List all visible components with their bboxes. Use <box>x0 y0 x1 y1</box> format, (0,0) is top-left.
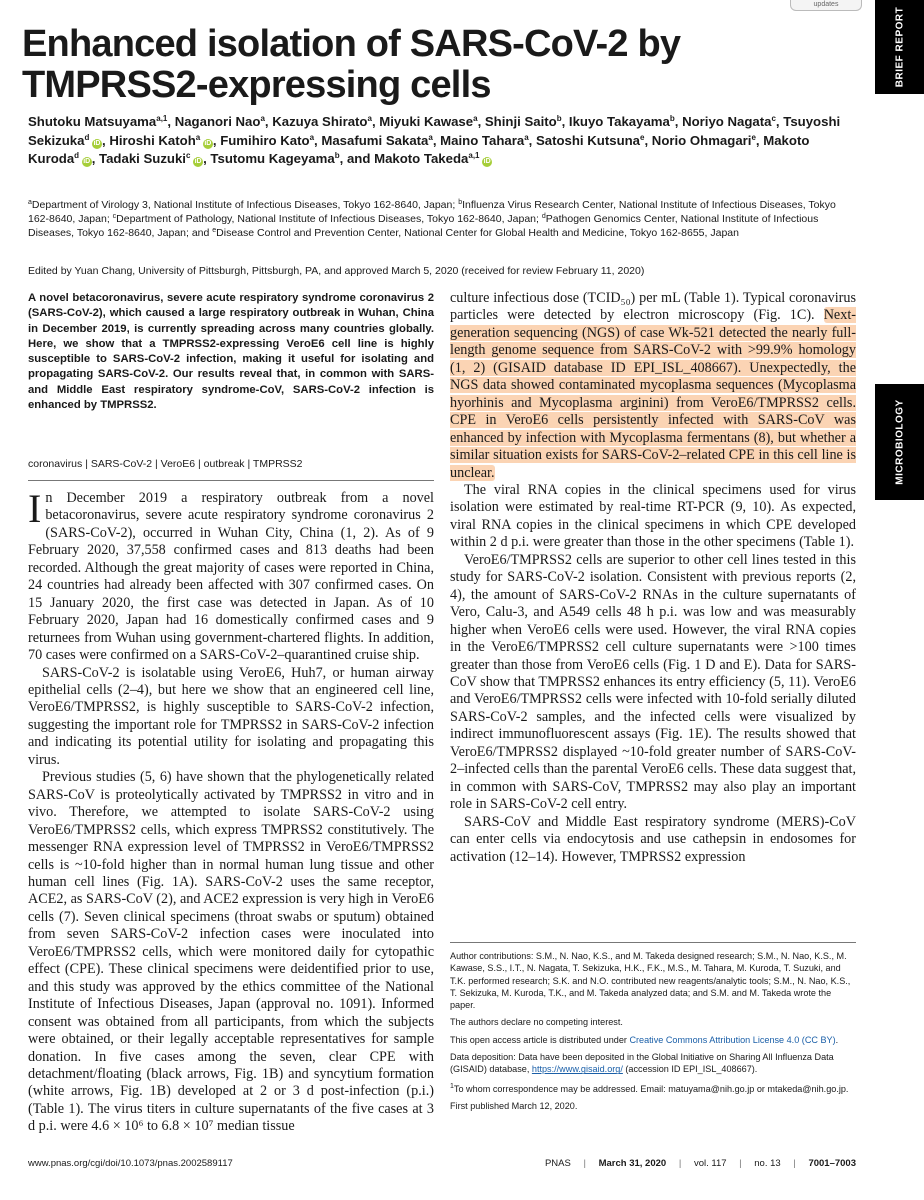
footnotes-divider <box>450 942 856 943</box>
affiliation-mark: b <box>458 199 463 206</box>
author-name[interactable]: Shutoku Matsuyama <box>28 114 157 129</box>
affiliations <box>28 199 858 240</box>
orcid-icon[interactable]: iD <box>204 139 212 147</box>
author-name[interactable]: Tsutomu Kageyama <box>210 151 335 166</box>
affiliation-mark: e <box>212 226 217 234</box>
edited-by-line: Edited by Yuan Chang, University of Pittsburgh, Pittsburgh, PA, and approved March 5, 2020 (received for review February 11, 2020) <box>28 265 645 277</box>
correspondence: $^1$To whom correspondence may be addressed. Email: matuyama@nih.go.jp or mtakeda@nih.go.jp. <box>450 1082 849 1094</box>
orcid-icon[interactable]: iD <box>194 158 202 165</box>
author-name[interactable]: Tadaki Suzuki <box>99 151 186 166</box>
license-link[interactable]: Creative Commons Attribution License 4.0 (CC BY) <box>629 1034 836 1045</box>
body-paragraph: The viral RNA copies in the clinical specimens used for virus isolation were estimated by real-time RT-PCR (9, 10). As expected, viral RNA copies in the clinical specimens in which CPE developed within 2 d p.i. were greater than those in the other specimens (Table 1). <box>450 481 856 551</box>
gisaid-link[interactable]: https://www.gisaid.org/ <box>531 1064 623 1075</box>
footnotes <box>450 950 856 1117</box>
author-name[interactable]: Makoto Kuroda <box>28 132 810 166</box>
left-column-body <box>28 486 434 1136</box>
body-paragraph: In December 2019 a respiratory outbreak from a novel betacoronavirus, severe acute respiratory syndrome coronavirus 2 (SARS-CoV-2), occurred in Wuhan City, China (1, 2). As of 9 February 2020, 37,558 confirmed cases and 813 deaths had been recorded. Although the great majority of cases were reported in China, 24 countries had already been affected with 307 confirmed cases. On 15 January 2020, the first case was detected in Japan. As of 10 February 2020, Japan had 16 domestically confirmed cases and 9 returnees from Wuhan using government-chartered flights. In addition, 70 cases were confirmed on a SARS-CoV-2–quarantined cruise ship. <box>28 486 434 664</box>
affiliation-mark: c <box>112 212 117 220</box>
author-name[interactable]: Masafumi Sakata <box>321 132 429 148</box>
body-paragraph: Previous studies (5, 6) have shown that the phylogenetically related SARS-CoV is proteolytically activated by TMPRSS2 in vitro and in vivo. Therefore, we attempted to isolate SARS-CoV-2 using VeroE6/TMPRSS2 cells, which express TMPRSS2 constitutively. The messenger RNA expression level of TMPRSS2 in VeroE6/TMPRSS2 cells is ~10-fold higher than in normal human lung tissue and other human cell lines (Fig. 1A). SARS-CoV-2 uses the same receptor, ACE2, as SARS-CoV (2), and ACE2 expression is very high in VeroE6 cells (7). Seven clinical specimens (throat swabs or sputum) obtained from seven SARS-CoV-2 infection cases were inoculated into VeroE6/TMPRSS2 cells, which were monitored daily for cytopathic effect (CPE). These clinical specimens were deidentified prior to use, and this study was approved by the ethics committee of the National Institute of Infectious Diseases, Japan (approval no. 1091). Informed consent was obtained from all participants, from which the subjects were obtained, or their legally acceptable representatives for sample donation. In five cases among the seven, clear CPE with detachment/floating (black arrows, Fig. 1B) and syncytium formation (white arrows, Fig. 1B) developed at 2 or 3 d post-infection (p.i.) (Table 1). The virus titers in culture supernatants of the five cases at 3 d p.i. were 4.6 × 10⁶ to 6.8 × 10⁷ median tissue <box>28 769 434 1135</box>
highlighted-passage: Next-generation sequencing (NGS) of case Wk-521 detected the nearly full-length genome sequence from SARS-CoV-2 with >99.9% homology (1, 2) (GISAID database ID EPI_ISL_408667). Unexpectedly, the NGS data showed contaminated mycoplasma sequences (Mycoplasma hyorhinis and Mycoplasma arginini) from VeroE6/TMPRSS2 cells. CPE in VeroE6 cells persistently infected with SARS-CoV was enhanced by infection with Mycoplasma fermentans (8), but whether a similar situation exists for SARS-CoV-2–related CPE in this cell line is unclear. <box>450 307 856 481</box>
footer-number: no. 13 <box>754 1158 781 1169</box>
keywords: coronavirus | SARS-CoV-2 | VeroE6 | outbreak | TMPRSS2 <box>28 458 303 470</box>
article-title: Enhanced isolation of SARS-CoV-2 by TMPRSS2-expressing cells <box>22 23 681 106</box>
author-affiliation-mark: e <box>751 132 756 142</box>
author-affiliation-mark: d <box>74 151 80 160</box>
doi-url[interactable]: www.pnas.org/cgi/doi/10.1073/pnas.2002589117 <box>28 1158 233 1169</box>
author-affiliation-mark: a,1 <box>468 151 480 160</box>
author-name[interactable]: Tsuyoshi Sekizuka <box>28 114 841 148</box>
author-affiliation-mark: a <box>428 132 433 142</box>
author-affiliation-mark: a,1 <box>156 114 168 123</box>
abstract: A novel betacoronavirus, severe acute respiratory syndrome coronavirus 2 (SARS-CoV-2), which caused a large respiratory outbreak in Wuhan, China in December 2019, is currently spreading across many countries globally. Here, we show that a TMPRSS2-expressing VeroE6 cell line is highly susceptible to SARS-CoV-2 infection, making it useful for isolating and propagating SARS-CoV-2. Our results reveal that, in common with SARS- and Middle East respiratory syndrome-CoV, SARS-CoV-2 infection is enhanced by TMPRSS2. <box>28 292 434 412</box>
orcid-icon[interactable]: iD <box>93 139 101 147</box>
first-published: First published March 12, 2020. <box>450 1101 578 1111</box>
data-deposition: Data deposition: Data have been deposited in the Global Initiative on Sharing All Influenza Data (GISAID) database, https://www.gisaid.org/ (accession ID EPI_ISL_408667). <box>450 1052 834 1075</box>
author-name[interactable]: Miyuki Kawase <box>379 114 474 129</box>
author-name[interactable]: Fumihiro Kato <box>220 132 310 148</box>
footer-journal: PNAS <box>544 1158 571 1169</box>
author-affiliation-mark: a <box>524 132 529 142</box>
author-name[interactable]: Kazuya Shirato <box>272 114 368 129</box>
author-affiliation-mark: a <box>309 132 315 142</box>
author-list: Shutoku Matsuyama$^{a,1}$, Naganori Nao$^a$, Kazuya Shirato$^a$, Miyuki Kawase$^a$, Shinji Saito$^b$, Ikuyo Takayama$^b$, Noriyo Nagata$^c$, Tsuyoshi Sekizuka$^d$ iD , Hiroshi Katoh$^a$ iD , Fumihiro Kato$^a$, Masafumi Sakata$^a$, Maino Tahara$^a$, Satoshi Kutsuna$^e$, Norio Ohmagari$^e$, Makoto Kuroda$^d$ iD , Tadaki Suzuki$^c$ iD , Tsutomu Kageyama$^b$, and Makoto Takeda$^{a,1}$ iD <box>28 114 841 166</box>
author-affiliation-mark: a <box>195 132 201 142</box>
author-name[interactable]: Ikuyo Takayama <box>568 114 670 129</box>
author-affiliation-mark: e <box>640 132 645 142</box>
footer-volume: vol. 117 <box>693 1158 727 1169</box>
right-column-body <box>450 290 856 866</box>
author-name[interactable]: Maino Tahara <box>440 132 525 148</box>
author-conjunction: and <box>346 151 375 166</box>
body-paragraph: SARS-CoV-2 is isolatable using VeroE6, Huh7, or human airway epithelial cells (2–4), but here we show that an engineered cell line, VeroE6/TMPRSS2, is highly susceptible to SARS-CoV-2 infection, suggesting the important role for TMPRSS2 in SARS-CoV-2 infection and indicating its potential utility for isolating and propagating this virus. <box>28 664 434 768</box>
affiliation-text: Influenza Virus Research Center, National Institute of Infectious Diseases, Tokyo 162-8640, Japan; <box>28 199 836 225</box>
body-paragraph: culture infectious dose (TCID₅₀) per mL (Table 1). Typical coronavirus particles were detected by electron microscopy (Fig. 1C). Next-generation sequencing (NGS) of case Wk-521 detected the nearly full-length genome sequence from SARS-CoV-2 with >99.9% homology (1, 2) (GISAID database ID EPI_ISL_408667). Unexpectedly, the NGS data showed contaminated mycoplasma sequences (Mycoplasma hyorhinis and Mycoplasma arginini) from VeroE6/TMPRSS2 cells. CPE in VeroE6 cells persistently infected with SARS-CoV was enhanced by infection with Mycoplasma fermentans (8), but whether a similar situation exists for SARS-CoV-2–related CPE in this cell line is unclear. <box>450 290 856 481</box>
author-affiliation-mark: c <box>185 151 191 160</box>
author-name[interactable]: Shinji Saito <box>484 114 557 129</box>
author-affiliation-mark: b <box>556 114 562 123</box>
affiliation-mark: d <box>541 212 546 220</box>
competing-interest: The authors declare no competing interest. <box>450 1017 623 1028</box>
author-affiliation-mark: b <box>334 151 340 160</box>
orcid-icon[interactable]: iD <box>83 158 91 165</box>
page-footer: www.pnas.org/cgi/doi/10.1073/pnas.2002589117 PNAS | March 31, 2020 | vol. 117 | no. 13 | 7001–7003 <box>28 1158 856 1169</box>
license-note: This open access article is distributed under Creative Commons Attribution License 4.0 (CC BY). <box>450 1034 839 1045</box>
footer-date: March 31, 2020 <box>598 1158 667 1169</box>
author-affiliation-mark: b <box>669 114 675 123</box>
affiliation-text: Disease Control and Prevention Center, National Center for Global Health and Medicine, Tokyo 162-8655, Japan <box>216 226 739 239</box>
author-contributions: Author contributions: S.M., N. Nao, K.S., and M. Takeda designed research; S.M., N. Nao, K.S., M. Kawase, S.S., I.T., N. Nagata, T. Sekizuka, H.K., F.K., M.S., M. Tahara, M. Kuroda, T. Suzuki, and T.K. performed research; S.K. and N.O. contributed new reagents/analytic tools; S.M., N. Nao, K.S., T. Sekizuka, M. Kuroda, T.K., and M. Takeda analyzed data; and S.M. and M. Takeda wrote the paper. <box>450 951 851 1011</box>
affiliation-mark: a <box>28 199 32 206</box>
keywords-divider <box>28 480 434 481</box>
affiliation-text: Department of Pathology, National Institute of Infectious Diseases, Tokyo 162-8640, Japan; <box>116 212 542 225</box>
drop-cap: I <box>28 486 42 531</box>
body-paragraph: VeroE6/TMPRSS2 cells are superior to other cell lines tested in this study for SARS-CoV-2 isolation. Consistent with previous reports (2, 4), the amount of SARS-CoV-2 RNAs in the culture supernatants of Vero, Calu-3, and A549 cells 48 h p.i. was low and was measurably higher when VeroE6 cells were used. However, the viral RNA copies in the VeroE6/TMPRSS2 cell culture supernatants were >100 times greater than those from VeroE6 cells (Fig. 1 D and E). Data for SARS-CoV show that TMPRSS2 enhances its entry efficiency (5, 11). VeroE6 and VeroE6/TMPRSS2 cells were infected with 10-fold serially diluted SARS-CoV-2 samples, and the infected cells were visualized by indirect immunofluorescent assays (Fig. 1E). The results showed that VeroE6/TMPRSS2 displayed ~10-fold greater number of SARS-CoV-2–infected cells than the parental VeroE6 cells. These data suggest that, in common with SARS-CoV, TMPRSS2 may also play an important role in SARS-CoV-2 cell entry. <box>450 551 856 813</box>
author-affiliation-mark: a <box>473 114 478 123</box>
side-tab-microbiology: MICROBIOLOGY <box>875 384 924 500</box>
author-name[interactable]: Hiroshi Katoh <box>109 132 196 148</box>
author-affiliation-mark: c <box>771 114 776 123</box>
footer-pages: 7001–7003 <box>808 1158 856 1169</box>
author-name[interactable]: Norio Ohmagari <box>651 132 752 148</box>
author-name[interactable]: Naganori Nao <box>174 114 261 129</box>
body-paragraph: SARS-CoV and Middle East respiratory syndrome (MERS)-CoV can enter cells via endocytosis and use cathepsin in endosomes for activation (12–14). However, TMPRSS2 expression <box>450 813 856 865</box>
affiliation-text: Pathogen Genomics Center, National Institute of Infectious Diseases, Tokyo 162-8640, Japan; and <box>28 212 819 239</box>
author-name[interactable]: Noriyo Nagata <box>682 114 772 129</box>
author-affiliation-mark: a <box>367 114 372 123</box>
author-name[interactable]: Satoshi Kutsuna <box>535 132 641 148</box>
side-tab-brief-report: BRIEF REPORT <box>875 0 924 94</box>
author-affiliation-mark: a <box>260 114 265 123</box>
author-name[interactable]: Makoto Takeda <box>374 151 469 166</box>
orcid-icon[interactable]: iD <box>483 158 491 165</box>
check-for-updates-badge[interactable]: updates <box>790 0 862 11</box>
affiliation-text: Department of Virology 3, National Institute of Infectious Diseases, Tokyo 162-8640, Japan; <box>31 199 459 211</box>
author-affiliation-mark: d <box>84 132 90 142</box>
